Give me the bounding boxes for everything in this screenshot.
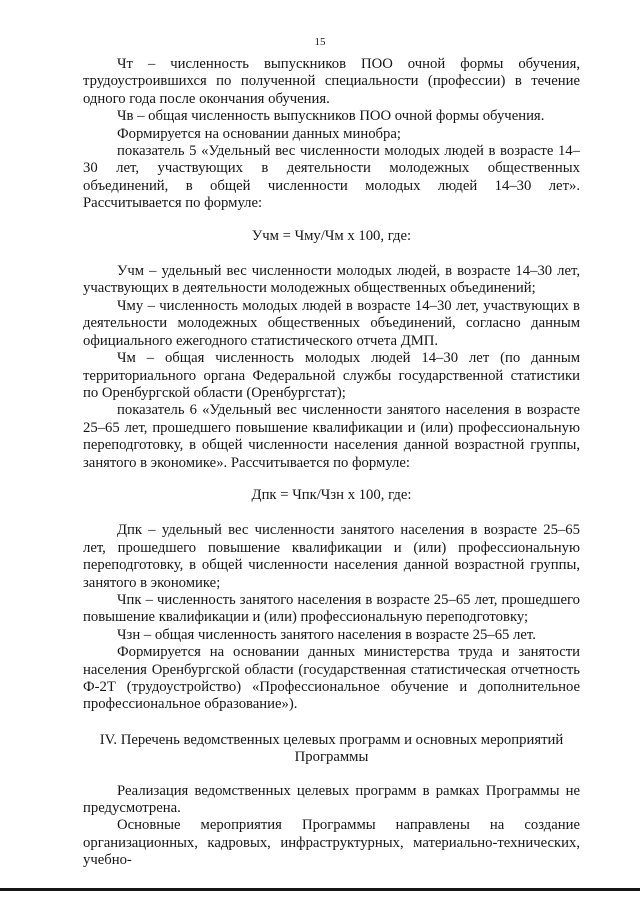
paragraph: Формируется на основании данных министерства труда и занятости населения Оренбургской области (государственная статистическая отчетность Ф-2Т (трудоустройство) «Профессиональное обучение и дополнительное профессиональное образование»). — [83, 644, 580, 713]
section-heading — [83, 732, 580, 767]
paragraph: Основные мероприятия Программы направлены на создание организационных, кадровых, инфраструктурных, материально-технических, учебно- — [83, 817, 580, 869]
paragraph: Учм – удельный вес численности молодых людей, в возрасте 14–30 лет, участвующих в деятельности молодежных общественных объединений; — [83, 263, 580, 297]
paragraph: Чму – численность молодых людей в возрасте 14–30 лет, участвующих в деятельности молодежных общественных объединений, согласно данным официального ежегодного статистического отчета ДМП. — [83, 297, 580, 349]
paragraph: показатель 5 «Удельный вес численности молодых людей в возрасте 14–30 лет, участвующих в деятельности молодежных общественных объединений, в общей численности молодых людей 14–30 лет». Рассчитывается по формуле: — [83, 143, 580, 212]
paragraph: Реализация ведомственных целевых программ в рамках Программы не предусмотрена. — [83, 782, 580, 817]
paragraph: показатель 6 «Удельный вес численности занятого населения в возрасте 25–65 лет, прошедшего повышение квалификации и (или) профессиональную переподготовку, в общей численности населения данной возрастной группы, занятого в экономике». Рассчитывается по формуле: — [83, 402, 580, 471]
bottom-rule — [0, 888, 640, 891]
section-heading-line: IV. Перечень ведомственных целевых программ и основных мероприятий — [99, 731, 564, 748]
paragraph: Дпк – удельный вес численности занятого населения в возрасте 25–65 лет, прошедшего повышение квалификации и (или) профессиональную переподготовку, в общей численности населения данной возрастной группы, занятого в экономике; — [83, 522, 580, 591]
formula: Учм = Чму/Чм х 100, где: — [251, 227, 412, 244]
section-heading-line: Программы — [294, 749, 369, 766]
paragraph: Чв – общая численность выпускников ПОО очной формы обучения. — [117, 108, 545, 125]
paragraph: Чзн – общая численность занятого населения в возрасте 25–65 лет. — [117, 626, 536, 643]
document-body — [83, 56, 580, 870]
paragraph: Чт – численность выпускников ПОО очной формы обучения, трудоустроившихся по полученной специальности (профессии) в течение одного года после окончания обучения. — [83, 56, 580, 107]
paragraph: Чпк – численность занятого населения в возрасте 25–65 лет, прошедшего повышение квалификации и (или) профессиональную переподготовку; — [83, 591, 580, 626]
paragraph: Чм – общая численность молодых людей 14–30 лет (по данным территориального органа Федеральной службы государственной статистики по Оренбургской области (Оренбургстат); — [83, 350, 580, 401]
formula: Дпк = Чпк/Чзн х 100, где: — [251, 486, 412, 503]
page-number: 15 — [314, 36, 326, 48]
paragraph: Формируется на основании данных минобра; — [117, 125, 401, 142]
